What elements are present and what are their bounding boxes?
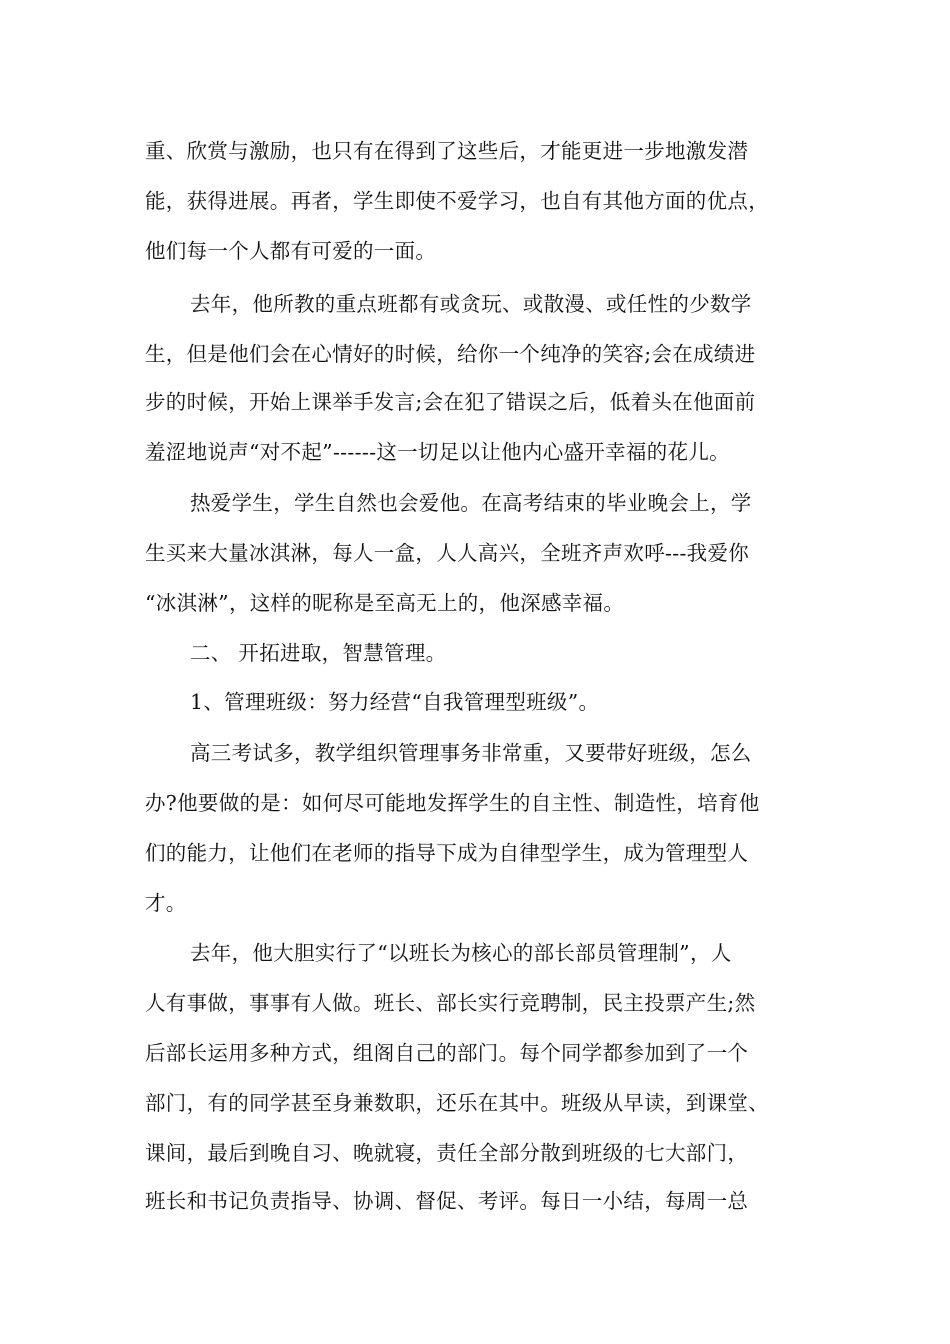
text-line: “冰淇淋”，这样的昵称是至高无上的，他深感幸福。 — [145, 591, 625, 615]
subsection-heading: 1、管理班级：努力经营“自我管理型班级”。 — [190, 690, 600, 714]
text-line: 才。 — [145, 891, 187, 915]
text-line: 后部长运用多种方式，组阁自己的部门。每个同学都参加到了一个 — [145, 1041, 749, 1065]
text-line: 他们每一个人都有可爱的一面。 — [145, 239, 437, 263]
text-line: 生，但是他们会在心情好的时候，给你一个纯净的笑容;会在成绩进 — [145, 342, 756, 366]
text-line: 班长和书记负责指导、协调、督促、考评。每日一小结，每周一总 — [145, 1189, 749, 1213]
text-line: 能，获得进展。再者，学生即使不爱学习，也自有其他方面的优点， — [145, 189, 769, 213]
text-line: 热爱学生，学生自然也会爱他。在高考结束的毕业晚会上，学 — [190, 491, 752, 515]
text-line: 办?他要做的是：如何尽可能地发挥学生的自主性、制造性，培育他 — [145, 791, 760, 815]
text-line: 羞涩地说声“对不起”------这一切足以让他内心盛开幸福的花儿。 — [145, 440, 730, 464]
text-line: 去年，他大胆实行了“以班长为核心的部长部员管理制”，人 — [190, 941, 732, 965]
text-line: 重、欣赏与激励，也只有在得到了这些后，才能更进一步地激发潜 — [145, 139, 749, 163]
text-line: 步的时候，开始上课举手发言;会在犯了错误之后，低着头在他面前 — [145, 390, 756, 414]
text-line: 们的能力，让他们在老师的指导下成为自律型学生，成为管理型人 — [145, 841, 749, 865]
text-line: 高三考试多，教学组织管理事务非常重，又要带好班级，怎么 — [190, 741, 752, 765]
text-line: 人有事做，事事有人做。班长、部长实行竞聘制，民主投票产生;然 — [145, 991, 756, 1015]
text-line: 去年，他所教的重点班都有或贪玩、或散漫、或任性的少数学 — [190, 292, 752, 316]
text-line: 课间，最后到晚自习、晚就寝，责任全部分散到班级的七大部门， — [145, 1141, 749, 1165]
text-line: 生买来大量冰淇淋，每人一盒，人人高兴，全班齐声欢呼---我爱你 — [145, 541, 750, 565]
text-line: 部门，有的同学甚至身兼数职，还乐在其中。班级从早读，到课堂、 — [145, 1091, 769, 1115]
section-heading: 二、 开拓进取，智慧管理。 — [190, 641, 447, 665]
